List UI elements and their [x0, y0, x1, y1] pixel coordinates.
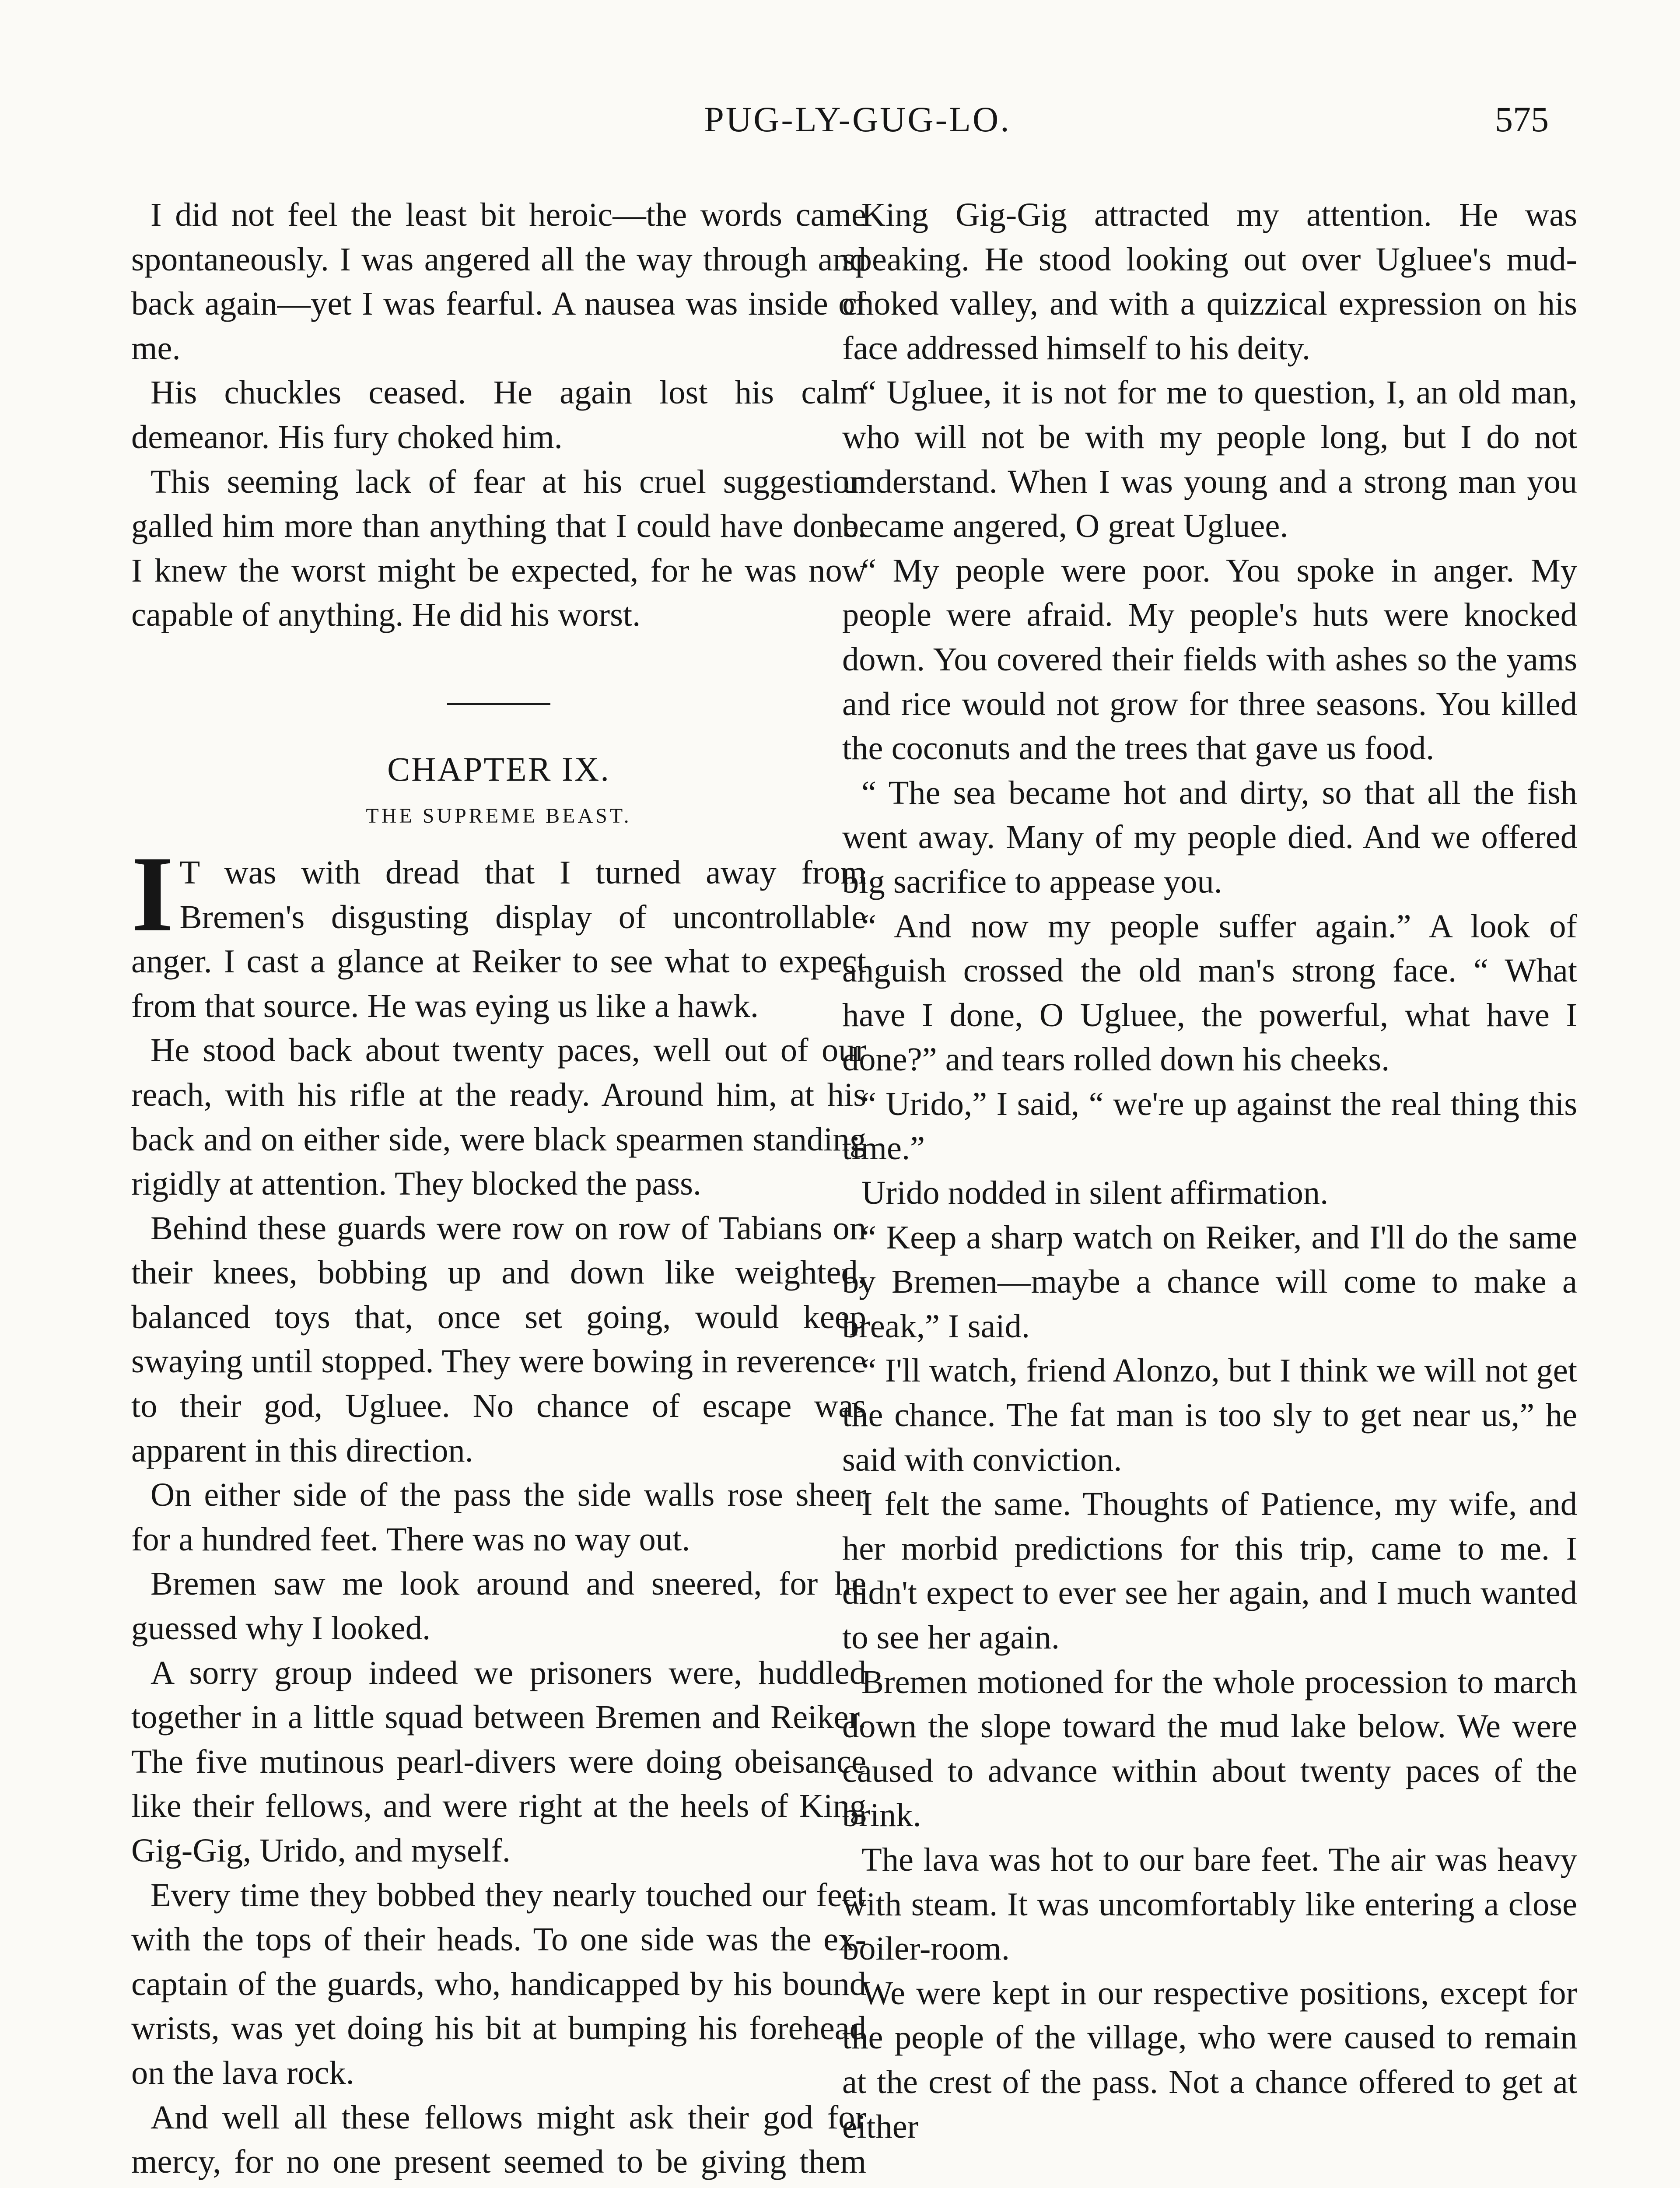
- opening-paragraph-text: T was with dread that I turned away from Bremen's disgusting display of uncontrollable anger. I cast a glance at Reiker to see what to expect from that source. He was eying us like a hawk.: [131, 853, 866, 1024]
- paragraph: We were kept in our respective positions, except for the people of the village, who were caused to remain at the crest of the pass. Not a chance offered to get at either: [842, 1974, 1577, 2145]
- paragraph: A sorry group indeed we prisoners were, huddled together in a little squad between Bremen and Reiker. The five mutinous pearl-divers were doing obeisance like their fellows, and were right at the heels of King Gig-Gig, Urido, and myself.: [131, 1654, 866, 1869]
- paragraph: The lava was hot to our bare feet. The air was heavy with steam. It was uncomfortably like entering a close boiler-room.: [842, 1841, 1577, 1967]
- paragraph: “ Keep a sharp watch on Reiker, and I'll do the same by Bremen—maybe a chance will come to make a break,” I said.: [842, 1218, 1577, 1345]
- chapter-subtitle: THE SUPREME BEAST.: [366, 804, 632, 828]
- paragraph: “ I'll watch, friend Alonzo, but I think we will not get the chance. The fat man is too sly to get near us,” he said with conviction.: [842, 1352, 1577, 1478]
- paragraph: “ Urido,” I said, “ we're up against the real thing this time.”: [842, 1085, 1577, 1167]
- page-number: 575: [1495, 99, 1549, 139]
- opening-paragraph: [131, 833, 866, 1028]
- paragraph: He stood back about twenty paces, well out of our reach, with his rifle at the ready. Around him, at his back and on either side, were black spearmen standing rigidly at attention. They blocked the pass.: [131, 1031, 866, 1203]
- paragraph: Every time they bobbed they nearly touched our feet with the tops of their heads. To one side was the ex-captain of the guards, who, handicapped by his bound wrists, was yet doing his bit at bumping his forehead on the lava rock.: [131, 1876, 866, 2091]
- drop-cap: I: [131, 833, 174, 954]
- paragraph: Bremen motioned for the whole procession to march down the slope toward the mud lake below. We were caused to advance within about twenty paces of the brink.: [842, 1663, 1577, 1834]
- paragraph: On either side of the pass the side walls rose sheer for a hundred feet. There was no way out.: [131, 1476, 866, 1558]
- paragraph: I felt the same. Thoughts of Patience, my wife, and her morbid predictions for this trip, came to me. I didn't expect to ever see her again, and I much wanted to see her again.: [842, 1485, 1577, 1656]
- paragraph: His chuckles ceased. He again lost his calm demeanor. His fury choked him.: [131, 374, 866, 456]
- paragraph: Behind these guards were row on row of Tabians on their knees, bobbing up and down like weighted, balanced toys that, once set going, would keep swaying until stopped. They were bowing in reverence to their god, Ugluee. No chance of escape was apparent in this direction.: [131, 1209, 866, 1469]
- paragraph: And well all these fellows might ask their god for mercy, for no one present seemed to be giving them: [131, 2098, 866, 2181]
- paragraph: “ My people were poor. You spoke in anger. My people were afraid. My people's huts were knocked down. You covered their fields with ashes so the yams and rice would not grow for three seasons. You killed the coconuts and the trees that gave us food.: [842, 551, 1577, 767]
- paragraph: Bremen saw me look around and sneered, for he guessed why I looked.: [131, 1565, 866, 1647]
- paragraph: King Gig-Gig attracted my attention. He was speaking. He stood looking out over Ugluee's mud-choked valley, and with a quizzical expression on his face addressed himself to his deity.: [842, 196, 1577, 367]
- paragraph: Urido nodded in silent affirmation.: [861, 1174, 1329, 1212]
- paragraph: “ And now my people suffer again.” A look of anguish crossed the old man's strong face. “ What have I done, O Ugluee, the powerful, what have I done?” and tears rolled down his cheeks.: [842, 907, 1577, 1078]
- section-divider: [447, 703, 550, 705]
- paragraph: This seeming lack of fear at his cruel suggestion galled him more than anything that I could have done. I knew the worst might be expected, for he was now capable of anything. He did his worst.: [131, 463, 866, 634]
- paragraph: “ Ugluee, it is not for me to question, I, an old man, who will not be with my people long, but I do not understand. When I was young and a strong man you became angered, O great Ugluee.: [842, 374, 1577, 545]
- left-column: [131, 193, 866, 2188]
- running-title: PUG-LY-GUG-LO.: [704, 99, 1011, 139]
- right-column: [842, 193, 1577, 2149]
- paragraph: I did not feel the least bit heroic—the words came spontaneously. I was angered all the way through and back again—yet I was fearful. A nausea was inside of me.: [131, 196, 866, 367]
- paragraph: “ The sea became hot and dirty, so that all the fish went away. Many of my people died. And we offered big sacrifice to appease you.: [842, 774, 1577, 900]
- running-head: [0, 99, 1680, 151]
- chapter-title: CHAPTER IX.: [387, 750, 610, 788]
